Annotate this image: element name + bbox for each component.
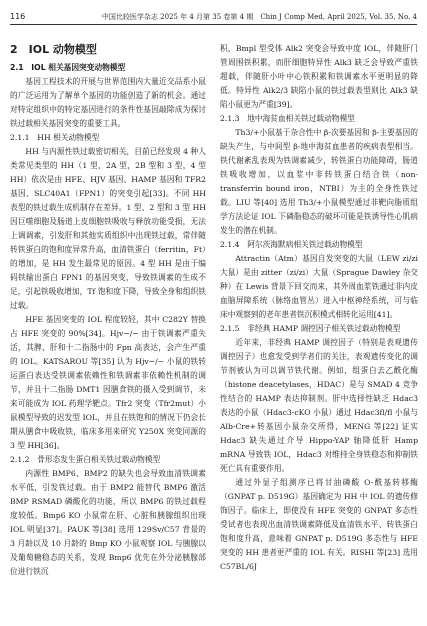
subsubsection-title: 2.1.3 地中海贫血相关铁过载动物模型 <box>220 114 355 123</box>
paragraph: 内源性 BMP6、BMP2 的缺失也会导致血清铁调素水平低，引发铁过载。由于 BMP2 能替代 BMP6 激活 BMP RSMAD 磷酸化的功能，所以 BMP6 的铁过载程度较低。Bmp6 KO 小鼠常在肝、心脏和胰腺组织出现 IOL 明显[37]。PAUK 等[38] 选用 129Sv/C57 背景的 3 月龄以及 10 月龄的 Bmp KO 小鼠观察 IOL 与胰腺以及葡萄糖稳态的关系，发现 Bmp6 优先在外分泌胰腺部位进行铁沉 <box>10 469 206 576</box>
section-title: 2 IOL 动物模型 <box>10 43 97 56</box>
running-title: 中国比较医学杂志 2025 年 4 月第 35 卷第 4 期 Chin J Comp Med, April 2025, Vol. 35, No. 4 <box>101 13 417 21</box>
paragraph: 近年来，非经典 HAMP 调控因子（特别是表观遗传调控因子）也愈发受到学者们的关注，表观遗传变化的调节剂被认为可以调节铁代谢。例如，组蛋白去乙酰化酶（histone deacetylases，HDAC）是与 SMAD 4 竞争性结合的 HAMP 表达抑制剂。肝中选择性缺乏 Hdac3 表达的小鼠（Hdac3-cKO 小鼠）通过 Hdac3fl/fl 小鼠与 Alb-Cre+转基因小鼠杂交所得，MENG 等[22] 证实 Hdac3 缺失通过介导 Hippo-YAP 轴降低肝 Hamp mRNA 导致铁 IOL，Hdac3 对维持全身铁稳态和抑制铁死亡具有重要作用。 <box>220 338 418 473</box>
subsubsection-title: 2.1.4 阿尔茨海默病相关铁过载动物模型 <box>220 240 363 249</box>
subsubsection-title: 2.1.1 HH 相关动物模型 <box>10 133 100 142</box>
paragraph: Th3/+小鼠基于杂合性中 β-次要基因和 β-主要基因的缺失产生，与中间型 β-地中海贫血患者的疾病表型相当。铁代谢紊乱表现为铁调素减少，转铁蛋白功能障碍，肠道铁吸收增加，以血浆中非转铁蛋白结合铁（non-transferrin bound iron，NTBI）为主的全身性铁过载。LIU 等[40] 选用 Th3/+小鼠模型通过非靶向脂质组学方法论证 IOL 下磷脂稳态的破坏可能是铁诱导性心肌病发生的潜在机制。 <box>220 128 418 235</box>
paragraph: 通过外显子组测序已将甘油磷酸 O-酰基转移酶（GNPAT p. D519G）基因确定为 HH 中 IOL 的遗传修饰因子。临床上，即使没有 HFE 突变的 GNPAT 多态性受试者也表现出血清铁调素降低及血清铁水平、转铁蛋白饱和度升高，意味着 GNPAT p. D519G 多态性与 HFE 突变的 HH 患者更严重的 IOL 有关。RISHI 等[23] 选用 C57BL/6J <box>220 478 418 571</box>
page-number: 116 <box>10 12 26 21</box>
subsection-title: 2.1 IOL 相关基因突变动物模型 <box>10 63 126 72</box>
paragraph: 基因工程技术的开展与世界范围内大量近交品系小鼠的广泛运用为了解单个基因的功能创造了新的机会。通过对特定组织中的特定基因进行的条件性基因敲除成为探讨铁过载相关基因突变的重要工具。 <box>10 77 206 128</box>
right-column <box>220 42 418 574</box>
paragraph: 积，Bmpl 型受体 Alk2 突变会导致中度 IOL，伴随肝门管周围铁积累，而肝细胞特异性 Alk3 缺乏会导致严重铁超载，伴随肝小叶中心铁积累和铁调素水平更明显的降低。特异性 Alk2/3 缺陷小鼠的铁过载表型则比 Alk3 缺陷小鼠更为严重[39]。 <box>220 44 418 109</box>
subsubsection-title: 2.1.5 非经典 HAMP 调控因子相关铁过载动物模型 <box>220 324 401 333</box>
paragraph: Attractin（Atm）基因自发突变的大鼠（LEW zi/zi 大鼠）是由 zitter（zi/zi）大鼠（Sprague Dawley 杂交种）在 Lewis 背景下回交而来，其外周血浆铁通过非内皮血脑屏障系统（脉络血管丛）进入中枢神经系统，可与临床中观察到的老年患者铁沉积模式相转化运用[41]。 <box>220 254 418 319</box>
paragraph: HH 与内源性铁过载密切相关，目前已经发现 4 种人类常见类型的 HH（1 型，2A 型，2B 型和 3 型，4 型 HH）依次是由 HFE、HJV 基因、HAMP 基因和 TFR2 基因、SLC40A1（FPN1）的突变引起[33]。不同 HH 表型的铁过载生成机制存在差异。1 型、2 型和 3 型 HH 因巨噬细胞及肠道上皮细胞铁吸收与释放功能受损，无法上调调素，引发肝和其他实质组织中出现铁过载，常伴随转铁蛋白的饱和度异常升高，血清铁蛋白（ferritin，Ft）的增加，是 HH 发生最常见的原因。4 型 HH 是由于编码铁输出蛋白 FPN1 的基因突变，导致铁调素的生成不足，引起铁吸收增加，Tf 饱和度下降，导致全身和组织铁过载。 <box>10 147 206 310</box>
paragraph: HFE 基因突变的 IOL 程度较轻，其中 C282Y 替换占 HFE 突变的 90%[34]。Hjv−/− 由于铁调素严重失活，其脾、肝和十二指肠中的 Fpn 高表达，会产生严重的 IOL。KATSAROU 等[35] 认为 Hjv−/− 小鼠的铁转运蛋白表达受铁调素依赖性和铁调素非依赖性机制的调节，并且十二指肠 DMT1 因膳食铁的摄入受到调节，未来可能成为 IOL 药理学靶点。Tfr2 突变（Tfr2mut）小鼠模型导致的迟发型 IOL，并且在铁饱和的情况下仍会长期从膳食中吸收铁，临床多用来研究 Y250X 突变同源的 3 型 HH[36]。 <box>10 315 206 450</box>
subsubsection-title: 2.1.2 骨形态发生蛋白相关铁过载动物模型 <box>10 455 161 464</box>
left-column <box>10 42 206 579</box>
running-header <box>10 10 417 25</box>
